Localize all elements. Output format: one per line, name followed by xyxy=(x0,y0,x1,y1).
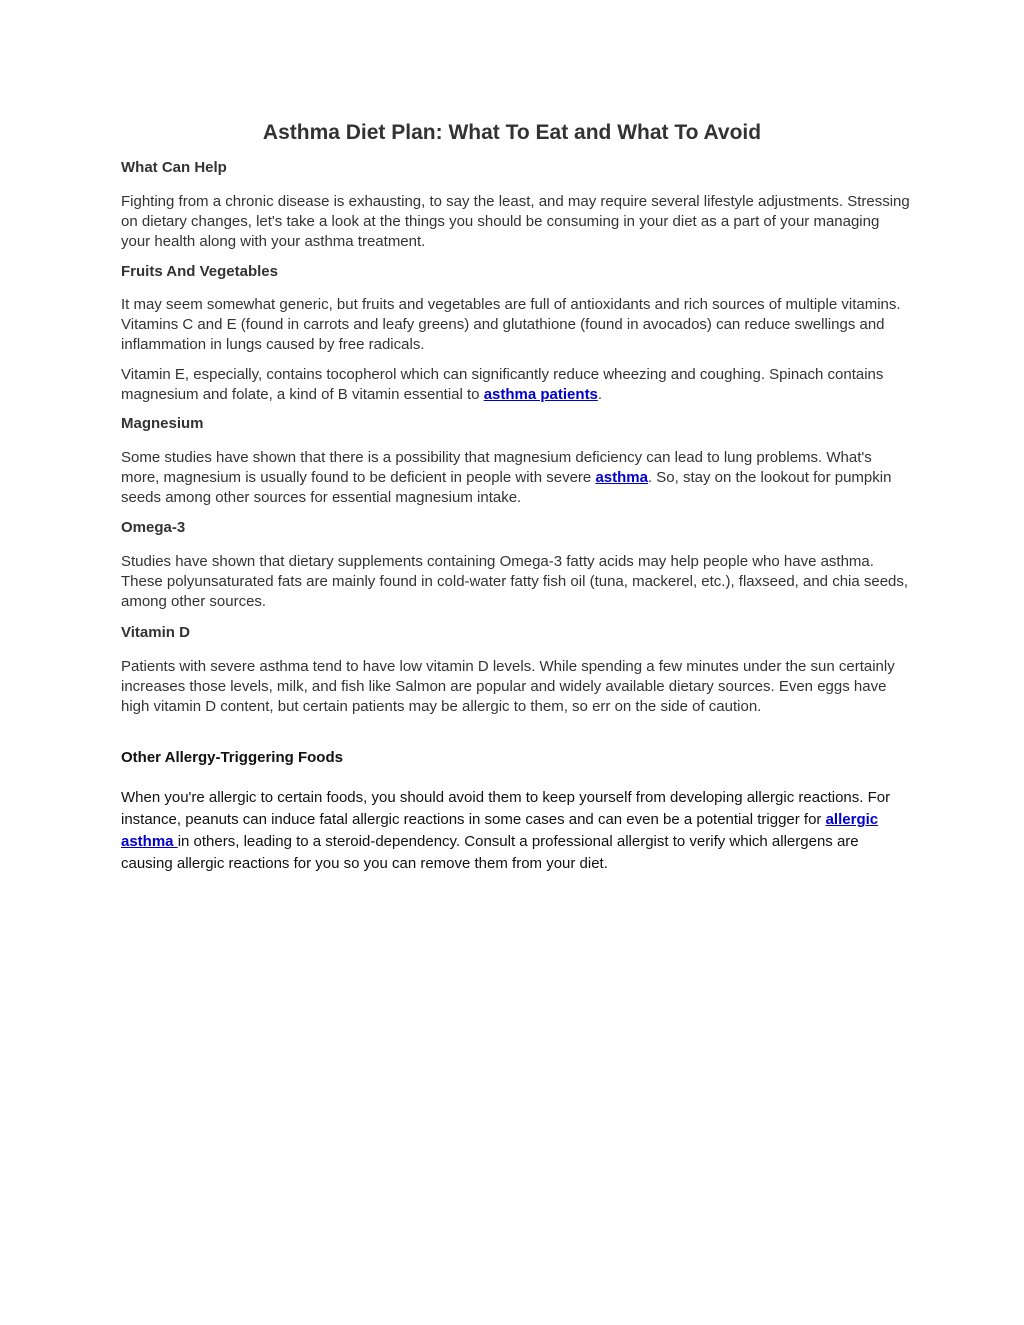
paragraph-fruits-2-text: Vitamin E, especially, contains tocopherol which can significantly reduce wheezing and coughing. Spinach contains magnesium and folate, a kind of B vitamin essential to xyxy=(121,366,884,403)
allergic-asthma-link[interactable]: allergic asthma xyxy=(121,811,879,850)
paragraph-magnesium-end: . So, stay on the lookout for pumpkin seeds among other sources for essential magnesium intake. xyxy=(121,469,892,506)
paragraph-other-text: When you're allergic to certain foods, you should avoid them to keep yourself from developing allergic reactions. For instance, peanuts can induce fatal allergic reactions in some cases and can even be a potential trigger for xyxy=(121,789,891,828)
asthma-patients-link[interactable]: asthma patients xyxy=(483,386,598,403)
paragraph-omega-3: Studies have shown that dietary supplements containing Omega-3 fatty acids may help people who have asthma. These polyunsaturated fats are mainly found in cold-water fatty fish oil (tuna, mackerel, etc.), flaxseed, and chia seeds, among other sources. xyxy=(121,553,909,610)
heading-fruits-vegetables: Fruits And Vegetables xyxy=(121,263,278,280)
heading-omega-3: Omega-3 xyxy=(121,519,186,536)
paragraph-vitamin-d: Patients with severe asthma tend to have low vitamin D levels. While spending a few minutes under the sun certainly increases those levels, milk, and fish like Salmon are popular and widely available dietary sources. Even eggs have high vitamin D content, but certain patients may be allergic to them, so err on the side of caution. xyxy=(121,658,895,715)
heading-magnesium: Magnesium xyxy=(121,415,204,432)
paragraph-fruits-2 xyxy=(121,365,911,405)
paragraph-fruits-1: It may seem somewhat generic, but fruits and vegetables are full of antioxidants and rich sources of multiple vitamins. Vitamins C and E (found in carrots and leafy greens) and glutathione (found in avocados) can reduce swellings and inflammation in lungs caused by free radicals. xyxy=(121,296,901,353)
paragraph-what-can-help: Fighting from a chronic disease is exhausting, to say the least, and may require several lifestyle adjustments. Stressing on dietary changes, let's take a look at the things you should be consuming in your diet as a part of your managing your health along with your asthma treatment. xyxy=(121,193,910,250)
paragraph-magnesium xyxy=(121,448,911,508)
page-title: Asthma Diet Plan: What To Eat and What To Avoid xyxy=(262,121,762,144)
paragraph-fruits-2-end: . xyxy=(597,386,603,403)
paragraph-magnesium-text: Some studies have shown that there is a possibility that magnesium deficiency can lead to lung problems. What's more, magnesium is usually found to be deficient in people with severe xyxy=(121,449,872,486)
asthma-link[interactable]: asthma xyxy=(595,469,648,486)
heading-what-can-help: What Can Help xyxy=(121,159,227,176)
paragraph-other-allergy-foods xyxy=(121,787,911,875)
paragraph-other-end: in others, leading to a steroid-dependency. Consult a professional allergist to verify which allergens are causing allergic reactions for you so you can remove them from your diet. xyxy=(121,833,859,872)
heading-other-allergy-foods: Other Allergy-Triggering Foods xyxy=(121,749,343,766)
heading-vitamin-d: Vitamin D xyxy=(121,624,190,641)
